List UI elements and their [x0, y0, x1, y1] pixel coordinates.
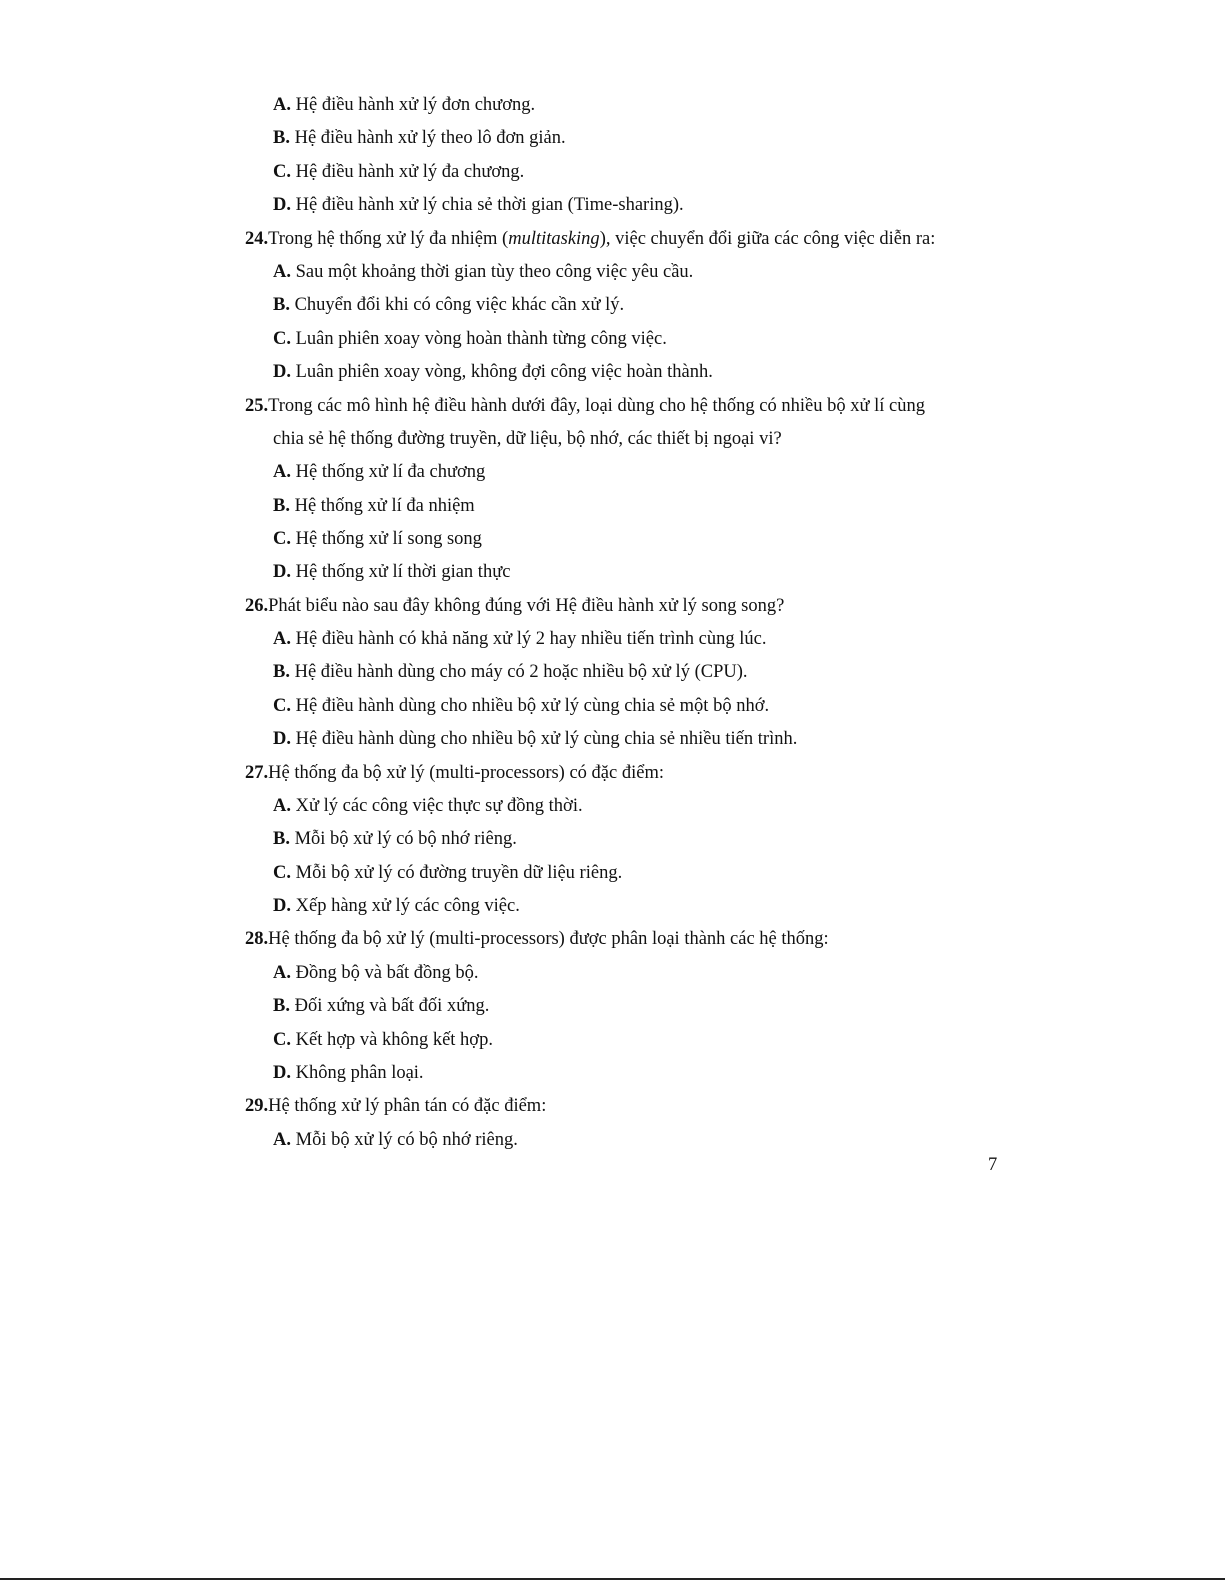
option-text: Hệ thống xử lí đa nhiệm — [289, 496, 475, 516]
option-text: Hệ điều hành dùng cho máy có 2 hoặc nhiều bộ xử lý (CPU). — [289, 662, 748, 682]
option-c — [273, 861, 622, 885]
question-text: ), việc chuyển đổi giữa các công việc diễn ra: — [599, 229, 936, 249]
option-a — [273, 961, 479, 985]
option-b — [273, 660, 748, 684]
page-bottom-edge — [0, 1578, 1225, 1580]
option-d — [273, 360, 713, 384]
option-letter: A. — [273, 95, 291, 115]
option-text: Luân phiên xoay vòng, không đợi công việc hoàn thành. — [291, 362, 713, 382]
option-a — [273, 260, 693, 284]
option-letter: D. — [273, 562, 291, 582]
option-text: Xử lý các công việc thực sự đồng thời. — [291, 796, 583, 816]
question-number: 27. — [245, 763, 269, 783]
question-27 — [245, 761, 664, 785]
option-letter: A. — [273, 1130, 291, 1150]
option-c — [273, 327, 667, 351]
question-text: Hệ thống đa bộ xử lý (multi-processors) có đặc điểm: — [268, 763, 664, 783]
option-letter: D. — [273, 729, 291, 749]
question-number: 29. — [245, 1096, 269, 1116]
option-text: Xếp hàng xử lý các công việc. — [291, 896, 520, 916]
option-d — [273, 894, 520, 918]
option-letter: C. — [273, 1030, 291, 1050]
option-text: Đối xứng và bất đối xứng. — [289, 996, 490, 1016]
option-letter: B. — [273, 295, 290, 315]
option-letter: D. — [273, 896, 291, 916]
option-letter: D. — [273, 362, 291, 382]
option-c — [273, 1028, 493, 1052]
option-letter: C. — [273, 162, 291, 182]
option-text: Luân phiên xoay vòng hoàn thành từng công việc. — [291, 329, 667, 349]
option-letter: A. — [273, 796, 291, 816]
option-text: Hệ điều hành xử lý đa chương. — [291, 162, 525, 182]
option-letter: B. — [273, 662, 290, 682]
option-text: Hệ điều hành xử lý theo lô đơn giản. — [289, 128, 566, 148]
question-number: 26. — [245, 596, 269, 616]
option-text: Mỗi bộ xử lý có bộ nhớ riêng. — [289, 829, 517, 849]
question-text: Hệ thống xử lý phân tán có đặc điểm: — [268, 1096, 547, 1116]
question-text: Trong hệ thống xử lý đa nhiệm ( — [268, 229, 509, 249]
option-b — [273, 126, 566, 150]
question-25 — [245, 394, 925, 418]
option-text: Hệ điều hành có khả năng xử lý 2 hay nhiều tiến trình cùng lúc. — [291, 629, 767, 649]
question-28 — [245, 927, 829, 951]
option-letter: A. — [273, 262, 291, 282]
question-24 — [245, 227, 935, 251]
option-text: Kết hợp và không kết hợp. — [291, 1030, 493, 1050]
option-letter: B. — [273, 496, 290, 516]
question-text-italic: multitasking — [508, 229, 600, 249]
option-letter: A. — [273, 629, 291, 649]
option-b — [273, 293, 624, 317]
option-text: Hệ thống xử lí thời gian thực — [291, 562, 511, 582]
option-a — [273, 460, 485, 484]
option-letter: D. — [273, 1063, 291, 1083]
option-text: Không phân loại. — [291, 1063, 424, 1083]
option-letter: B. — [273, 128, 290, 148]
option-letter: A. — [273, 963, 291, 983]
question-number: 24. — [245, 229, 269, 249]
question-text: Hệ thống đa bộ xử lý (multi-processors) được phân loại thành các hệ thống: — [268, 929, 829, 949]
option-text: Đồng bộ và bất đồng bộ. — [291, 963, 479, 983]
option-c — [273, 160, 524, 184]
option-letter: A. — [273, 462, 291, 482]
option-b — [273, 827, 517, 851]
option-letter: C. — [273, 863, 291, 883]
option-letter: D. — [273, 195, 291, 215]
option-text: Hệ thống xử lí song song — [291, 529, 482, 549]
option-c — [273, 694, 769, 718]
question-text: Phát biểu nào sau đây không đúng với Hệ điều hành xử lý song song? — [268, 596, 785, 616]
option-b — [273, 494, 475, 518]
option-d — [273, 560, 510, 584]
option-a — [273, 627, 767, 651]
option-b — [273, 994, 489, 1018]
option-text: Mỗi bộ xử lý có bộ nhớ riêng. — [291, 1130, 518, 1150]
option-a — [273, 93, 535, 117]
question-number: 25. — [245, 396, 269, 416]
option-text: Chuyển đổi khi có công việc khác cần xử lý. — [289, 295, 625, 315]
option-a — [273, 794, 583, 818]
option-text: Mỗi bộ xử lý có đường truyền dữ liệu riêng. — [291, 863, 623, 883]
option-letter: B. — [273, 996, 290, 1016]
question-text: Trong các mô hình hệ điều hành dưới đây, loại dùng cho hệ thống có nhiều bộ xử lí cùng — [268, 396, 925, 416]
option-letter: C. — [273, 529, 291, 549]
question-25-continuation: chia sẻ hệ thống đường truyền, dữ liệu, bộ nhớ, các thiết bị ngoại vi? — [273, 429, 782, 449]
option-a — [273, 1128, 518, 1152]
option-d — [273, 1061, 424, 1085]
option-letter: B. — [273, 829, 290, 849]
option-c — [273, 527, 482, 551]
option-text: Hệ điều hành xử lý chia sẻ thời gian (Time-sharing). — [291, 195, 684, 215]
option-d — [273, 727, 797, 751]
page-number: 7 — [988, 1155, 998, 1175]
question-number: 28. — [245, 929, 269, 949]
option-d — [273, 193, 684, 217]
option-text: Hệ điều hành dùng cho nhiều bộ xử lý cùng chia sẻ nhiều tiến trình. — [291, 729, 798, 749]
question-26 — [245, 594, 784, 618]
option-text: Hệ điều hành dùng cho nhiều bộ xử lý cùng chia sẻ một bộ nhớ. — [291, 696, 770, 716]
option-text: Hệ điều hành xử lý đơn chương. — [291, 95, 536, 115]
option-text: Sau một khoảng thời gian tùy theo công việc yêu cầu. — [291, 262, 694, 282]
option-text: Hệ thống xử lí đa chương — [291, 462, 486, 482]
option-letter: C. — [273, 329, 291, 349]
option-letter: C. — [273, 696, 291, 716]
question-29 — [245, 1094, 546, 1118]
